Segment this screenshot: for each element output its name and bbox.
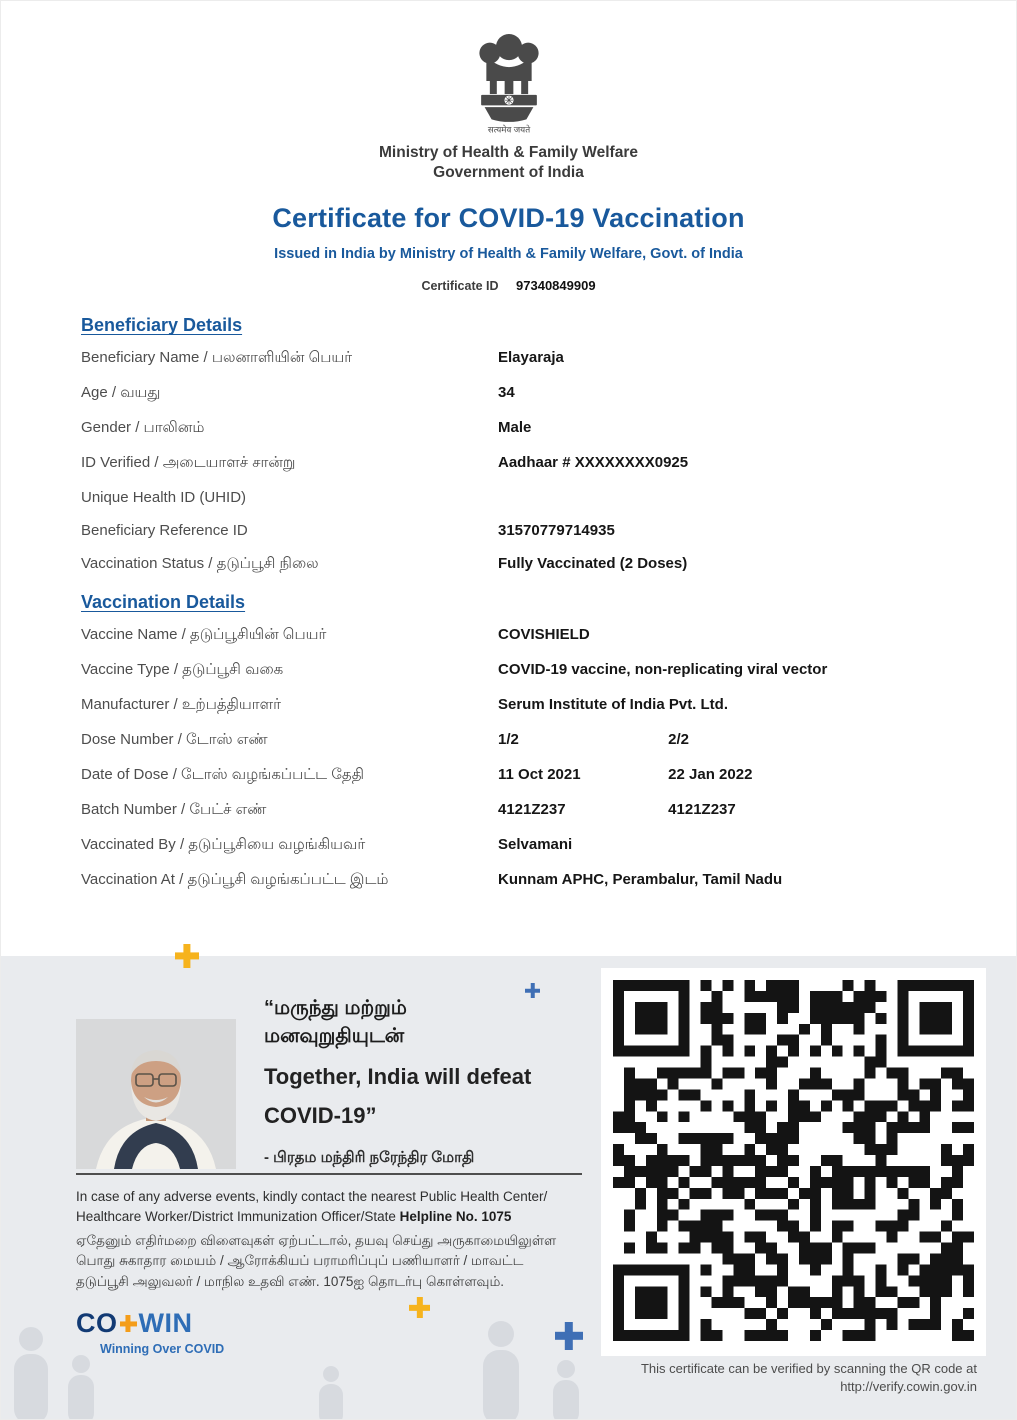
table-row <box>81 723 986 758</box>
vaccination-section-title: Vaccination Details <box>81 592 246 613</box>
plus-decoration-icon <box>409 1297 430 1318</box>
footer-divider <box>76 1173 582 1175</box>
certificate-subtitle: Issued in India by Ministry of Health & Family Welfare, Govt. of India <box>274 246 743 263</box>
field-value <box>498 766 834 783</box>
adverse-events-notice-tamil: ஏதேனும் எதிர்மறை விளைவுகள் ஏற்பட்டால், தயவு செய்து அருகாமையிலுள்ள பொது சுகாதார மையம் / ஆரோக்கியப் பராமரிப்புப் பணியாளர் / மாவட்ட தடுப்பூசி அலுவலர் / மாநில உதவி எண். 1075ஐ தொடர்பு கொள்ளவும். <box>76 1233 557 1289</box>
field-label: Batch Number / பேட்ச் எண் <box>81 801 267 819</box>
field-value <box>498 801 834 818</box>
certificate-header <box>1 27 1016 293</box>
field-value: Male <box>498 419 532 437</box>
field-label: Beneficiary Reference ID <box>81 522 248 540</box>
pm-photo <box>76 1019 236 1169</box>
field-label: Manufacturer / உற்பத்தியாளர் <box>81 696 281 714</box>
field-value: Aadhaar # XXXXXXXX0925 <box>498 454 689 472</box>
adverse-events-notice <box>76 1187 568 1226</box>
dose2-value: 4121Z237 <box>668 801 736 819</box>
table-row <box>81 341 986 376</box>
cowin-plus-icon <box>120 1315 137 1332</box>
dose2-value: 22 Jan 2022 <box>668 766 753 784</box>
beneficiary-section-title: Beneficiary Details <box>81 315 243 336</box>
quote-english-line1: Together, India will defeat <box>264 1064 532 1089</box>
dose2-value: 2/2 <box>668 731 690 749</box>
details-body <box>1 293 1016 898</box>
cowin-logo <box>76 1308 224 1339</box>
quote-tamil-line1: “மருந்து மற்றும் <box>264 997 407 1019</box>
dose1-value: 11 Oct 2021 <box>498 766 581 784</box>
table-row <box>81 514 986 547</box>
table-row <box>81 446 986 481</box>
dose1-value: 1/2 <box>498 731 519 749</box>
table-row <box>81 376 986 411</box>
field-label: ID Verified / அடையாளச் சான்று <box>81 454 296 472</box>
field-label: Age / வயது <box>81 384 161 402</box>
field-value: Selvamani <box>498 836 573 854</box>
ministry-name: Ministry of Health & Family Welfare <box>379 144 638 161</box>
field-value: 31570779714935 <box>498 522 615 540</box>
table-row <box>81 758 986 793</box>
field-value <box>498 731 834 748</box>
table-row <box>81 793 986 828</box>
field-label: Vaccine Type / தடுப்பூசி வகை <box>81 661 284 679</box>
field-label: Dose Number / டோஸ் எண் <box>81 731 268 749</box>
dose1-value: 4121Z237 <box>498 801 566 819</box>
field-label: Vaccination Status / தடுப்பூசி நிலை <box>81 555 319 573</box>
field-value: 34 <box>498 384 515 402</box>
field-value: Elayaraja <box>498 349 564 367</box>
qr-code <box>601 968 986 1356</box>
cowin-tagline: Winning Over COVID <box>100 1342 225 1356</box>
cowin-logo-co: CO <box>76 1308 118 1338</box>
field-value: COVISHIELD <box>498 626 590 644</box>
qr-verification-caption <box>601 1360 977 1395</box>
field-value: Serum Institute of India Pvt. Ltd. <box>498 696 729 714</box>
field-label: Date of Dose / டோஸ் வழங்கப்பட்ட தேதி <box>81 766 364 784</box>
certificate-id-label: Certificate ID <box>421 279 499 294</box>
certificate-footer <box>1 956 1016 1419</box>
quote-attribution: - பிரதம மந்திரி நரேந்திர மோதி <box>264 1149 475 1166</box>
emblem-motto: सत्यमेव जयते <box>487 124 530 135</box>
government-name: Government of India <box>433 164 584 182</box>
table-row <box>81 828 986 863</box>
field-label: Beneficiary Name / பலனாளியின் பெயர் <box>81 349 353 367</box>
qr-caption-url: http://verify.cowin.gov.in <box>840 1378 977 1394</box>
table-row <box>81 688 986 723</box>
field-label: Vaccinated By / தடுப்பூசியை வழங்கியவர் <box>81 836 366 854</box>
pm-quote <box>264 994 604 1168</box>
field-label: Unique Health ID (UHID) <box>81 489 247 507</box>
field-value: Fully Vaccinated (2 Doses) <box>498 555 688 573</box>
certificate-id-value: 97340849909 <box>516 278 596 294</box>
field-value: COVID-19 vaccine, non-replicating viral vector <box>498 661 828 679</box>
cowin-logo-win: WIN <box>138 1308 193 1338</box>
helpline-number: Helpline No. 1075 <box>399 1208 512 1224</box>
table-row <box>81 481 986 514</box>
certificate-title: Certificate for COVID-19 Vaccination <box>272 203 745 234</box>
field-label: Vaccination At / தடுப்பூசி வழங்கப்பட்ட இடம் <box>81 871 389 889</box>
india-national-emblem-icon <box>465 27 553 135</box>
table-row <box>81 618 986 653</box>
field-label: Vaccine Name / தடுப்பூசியின் பெயர் <box>81 626 327 644</box>
certificate-id <box>1 278 1016 293</box>
plus-decoration-icon <box>555 1322 583 1350</box>
cowin-branding <box>76 1308 224 1356</box>
quote-tamil-line2: மனவுறுதியுடன் <box>264 1025 405 1047</box>
quote-english-line2: COVID-19” <box>264 1102 377 1128</box>
qr-caption-line1: This certificate can be verified by scanning the QR code at <box>640 1361 977 1376</box>
plus-decoration-icon <box>175 944 199 968</box>
adverse-events-text: In case of any adverse events, kindly contact the nearest Public Health Center/ Healthcare Worker/District Immunization Officer/State <box>76 1189 548 1224</box>
table-row <box>81 547 986 582</box>
table-row <box>81 653 986 688</box>
field-value: Kunnam APHC, Perambalur, Tamil Nadu <box>498 871 783 889</box>
field-label: Gender / பாலினம் <box>81 419 205 437</box>
table-row <box>81 411 986 446</box>
table-row <box>81 863 986 898</box>
